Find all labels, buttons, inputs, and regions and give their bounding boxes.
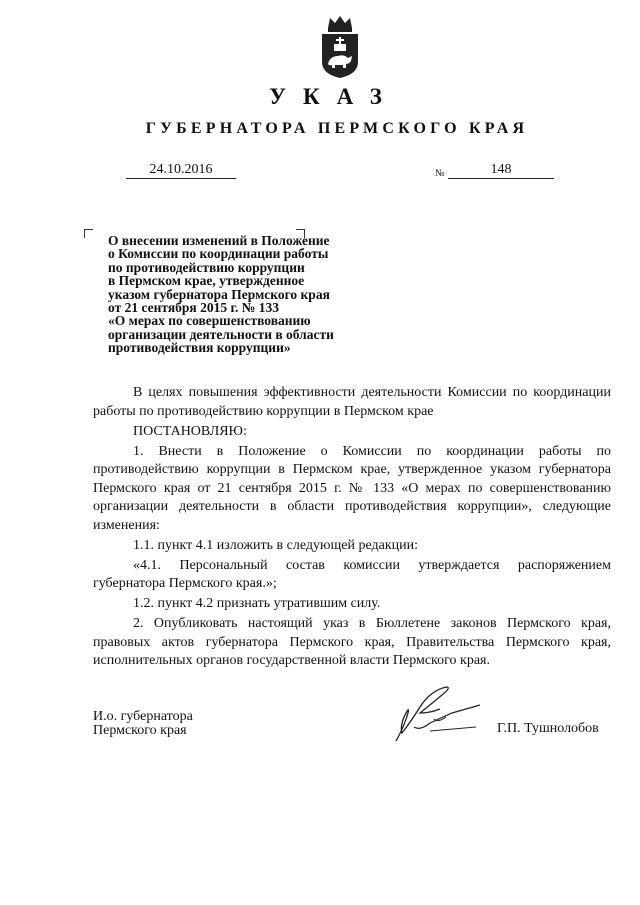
signatory-position [93,710,193,738]
heading-line: организации деятельности в области [108,326,334,342]
document-body [93,384,611,672]
body-paragraph: «4.1. Персональный состав комиссии утверждается распоряжением губернатора Пермского края.»; [93,557,611,591]
heading-line: по противодействию коррупции [108,259,305,275]
signatory-position-line: И.о. губернатора [93,709,193,724]
heading-line: противодействия коррупции» [108,340,291,356]
heading-line: «О мерах по совершенствованию [108,313,311,329]
document-date: 24.10.2016 [126,162,236,179]
document-title: УКАЗ [269,84,399,109]
coat-of-arms-icon [318,14,362,80]
heading-line: в Пермском крае, утвержденное [108,273,305,289]
body-paragraph: 1.2. пункт 4.2 признать утратившим силу. [133,596,381,611]
body-paragraph: ПОСТАНОВЛЯЮ: [133,423,247,439]
signatory-position-line: Пермского края [93,723,187,738]
heading-line: указом губернатора Пермского края [108,286,330,302]
body-paragraph: 1. Внести в Положение о Комиссии по координации работы по противодействию коррупции в Пермском крае, утвержденное указом губернатора Пермского края от 21 сентября 2015 г. № 133 «О мерах по совершенствованию организации деятельности в области противодействия коррупции», следующие изменения: [93,443,611,533]
signatory-name: Г.П. Тушнолобов [497,721,599,736]
document-number: 148 [448,162,554,179]
document-heading [108,234,378,355]
number-sign: № [435,168,445,179]
document-subtitle: ГУБЕРНАТОРА ПЕРМСКОГО КРАЯ [145,120,529,137]
heading-line: О внесении изменений в Положение [108,233,330,248]
body-paragraph: 2. Опубликовать настоящий указ в Бюллетене законов Пермского края, правовых актов губернатора Пермского края, Правительства Пермского края, исполнительных органов государственной власти Пермского края. [93,616,611,668]
body-paragraph: В целях повышения эффективности деятельности Комиссии по координации работы по противодействию коррупции в Пермском крае [93,385,611,419]
body-paragraph: 1.1. пункт 4.1 изложить в следующей редакции: [133,537,418,553]
heading-line: о Комиссии по координации работы [108,246,329,262]
heading-corner-left [84,229,93,238]
handwritten-signature [390,683,490,745]
heading-line: от 21 сентября 2015 г. № 133 [108,300,279,316]
